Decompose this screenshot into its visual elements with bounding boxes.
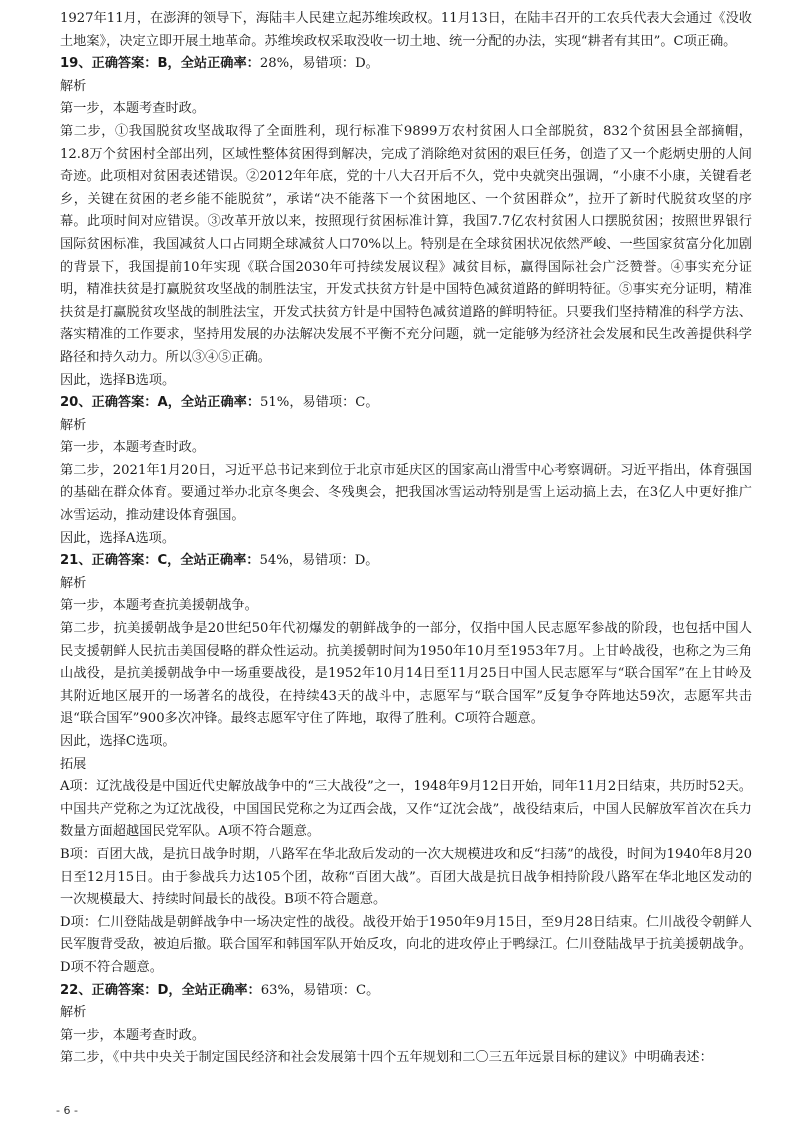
answer-stats: 54%，易错项：D。: [259, 553, 379, 569]
paragraph: 第一步，本题考查时政。: [60, 1027, 206, 1043]
paragraph: 第一步，本题考查时政。: [60, 440, 206, 456]
answer-label: 正确答案：B，全站正确率：: [91, 56, 260, 72]
answer-stats: 28%，易错项：D。: [259, 56, 379, 72]
answer-stats: 51%，易错项：C。: [260, 395, 379, 411]
section-label: 拓展: [60, 756, 87, 772]
paragraph: 1927年11月，在澎湃的领导下，海陆丰人民建立起苏维埃政权。11月13日，在陆丰召开的工农兵代表大会通过《没收土地案》，决定立即开展土地革命。苏维埃政权采取没收一切土地、统一分配的办法，实现“耕者有其田”。C项正确。: [60, 11, 752, 49]
page-number: - 6 -: [56, 1104, 78, 1117]
answer-header: [60, 980, 752, 1003]
section-label: 解析: [60, 417, 87, 433]
answer-label: 正确答案：D，全站正确率：: [91, 982, 261, 998]
paragraph: 因此，选择A选项。: [60, 530, 176, 546]
question-number: 20、: [60, 395, 92, 411]
section-label: 解析: [60, 575, 87, 591]
answer-header: [60, 550, 752, 573]
answer-header: [60, 53, 752, 76]
question-number: 22、: [60, 982, 92, 998]
paragraph: B项：百团大战，是抗日战争时期，八路军在华北敌后发动的一次大规模进攻和反“扫荡”的战役，时间为1940年8月20日至12月15日。由于参战兵力达105个团，故称“百团大战”。百团大战是抗日战争相持阶段八路军在华北地区发动的一次规模最大、持续时间最长的战役。B项不符合题意。: [60, 846, 752, 908]
paragraph: 第一步，本题考查时政。: [60, 101, 206, 117]
question-number: 19、: [60, 56, 92, 72]
paragraph: 第二步，2021年1月20日，习近平总书记来到位于北京市延庆区的国家高山滑雪中心考察调研。习近平指出，体育强国的基础在群众体育。要通过举办北京冬奥会、冬残奥会，把我国冰雪运动特别是雪上运动搞上去，在3亿人中更好推广冰雪运动，推动建设体育强国。: [60, 462, 752, 524]
paragraph: D项：仁川登陆战是朝鲜战争中一场决定性的战役。战役开始于1950年9月15日，至9月28日结束。仁川战役令朝鲜人民军腹背受敌，被迫后撤。联合国军和韩国军队开始反攻，向北的进攻停止于鸭绿江。仁川登陆战早于抗美援朝战争。D项不符合题意。: [60, 914, 752, 975]
paragraph: 第二步，①我国脱贫攻坚战取得了全面胜利，现行标准下9899万农村贫困人口全部脱贫，832个贫困县全部摘帽，12.8万个贫困村全部出列，区域性整体贫困得到解决，完成了消除绝对贫困的艰巨任务，创造了又一个彪炳史册的人间奇迹。此项相对贫困表述错误。②2012年年底，党的十八大召开后不久，党中央就突出强调，“小康不小康，关键看老乡，关键在贫困的老乡能不能脱贫”，承诺“决不能落下一个贫困地区、一个贫困群众”，拉开了新时代脱贫攻坚的序幕。此项时间对应错误。③改革开放以来，按照现行贫困标准计算，我国7.7亿农村贫困人口摆脱贫困；按照世界银行国际贫困标准，我国减贫人口占同期全球减贫人口70%以上。特别是在全球贫困状况依然严峻、一些国家贫富分化加剧的背景下，我国提前10年实现《联合国2030年可持续发展议程》减贫目标，赢得国际社会广泛赞誉。④事实充分证明，精准扶贫是打赢脱贫攻坚战的制胜法宝，开发式扶贫方针是中国特色减贫道路的鲜明特征。⑤事实充分证明，精准扶贫是打赢脱贫攻坚战的制胜法宝，开发式扶贫方针是中国特色减贫道路的鲜明特征。只要我们坚持精准的科学方法、落实精准的工作要求，坚持用发展的办法解决发展不平衡不充分问题，就一定能够为经济社会发展和民生改善提供科学路径和持久动力。所以③④⑤正确。: [60, 123, 752, 365]
paragraph: 第二步，抗美援朝战争是20世纪50年代初爆发的朝鲜战争的一部分，仅指中国人民志愿军参战的阶段，也包括中国人民支援朝鲜人民抗击美国侵略的群众性运动。抗美援朝时间为1950年10月至1953年7月。上甘岭战役，也称之为三角山战役，是抗美援朝战争中一场重要战役，是1952年10月14日至11月25日中国人民志愿军与“联合国军”在上甘岭及其附近地区展开的一场著名的战役，在持续43天的战斗中，志愿军与“联合国军”反复争夺阵地达59次，志愿军共击退“联合国军”900多次冲锋。最终志愿军守住了阵地，取得了胜利。C项符合题意。: [60, 621, 752, 727]
question-number: 21、: [60, 553, 92, 569]
answer-label: 正确答案：C，全站正确率：: [91, 553, 260, 569]
answer-stats: 63%，易错项：C。: [260, 982, 380, 998]
paragraph: 第二步，《中共中央关于制定国民经济和社会发展第十四个五年规划和二〇三五年远景目标的建议》中明确表述：: [60, 1050, 713, 1066]
section-label: 解析: [60, 78, 87, 94]
paragraph: 因此，选择C选项。: [60, 734, 176, 749]
section-label: 解析: [60, 1005, 87, 1021]
answer-label: 正确答案：A，全站正确率：: [91, 395, 261, 411]
answer-header: [60, 392, 752, 415]
paragraph: 因此，选择B选项。: [60, 372, 176, 388]
paragraph: A项：辽沈战役是中国近代史解放战争中的“三大战役”之一，1948年9月12日开始，同年11月2日结束，共历时52天。中国共产党称之为辽沈战役，中国国民党称之为辽西会战，又作“辽沈会战”，战役结束后，中国人民解放军首次在兵力数量方面超越国民党军队。A项不符合题意。: [60, 779, 752, 840]
paragraph: 第一步，本题考查抗美援朝战争。: [60, 598, 258, 614]
